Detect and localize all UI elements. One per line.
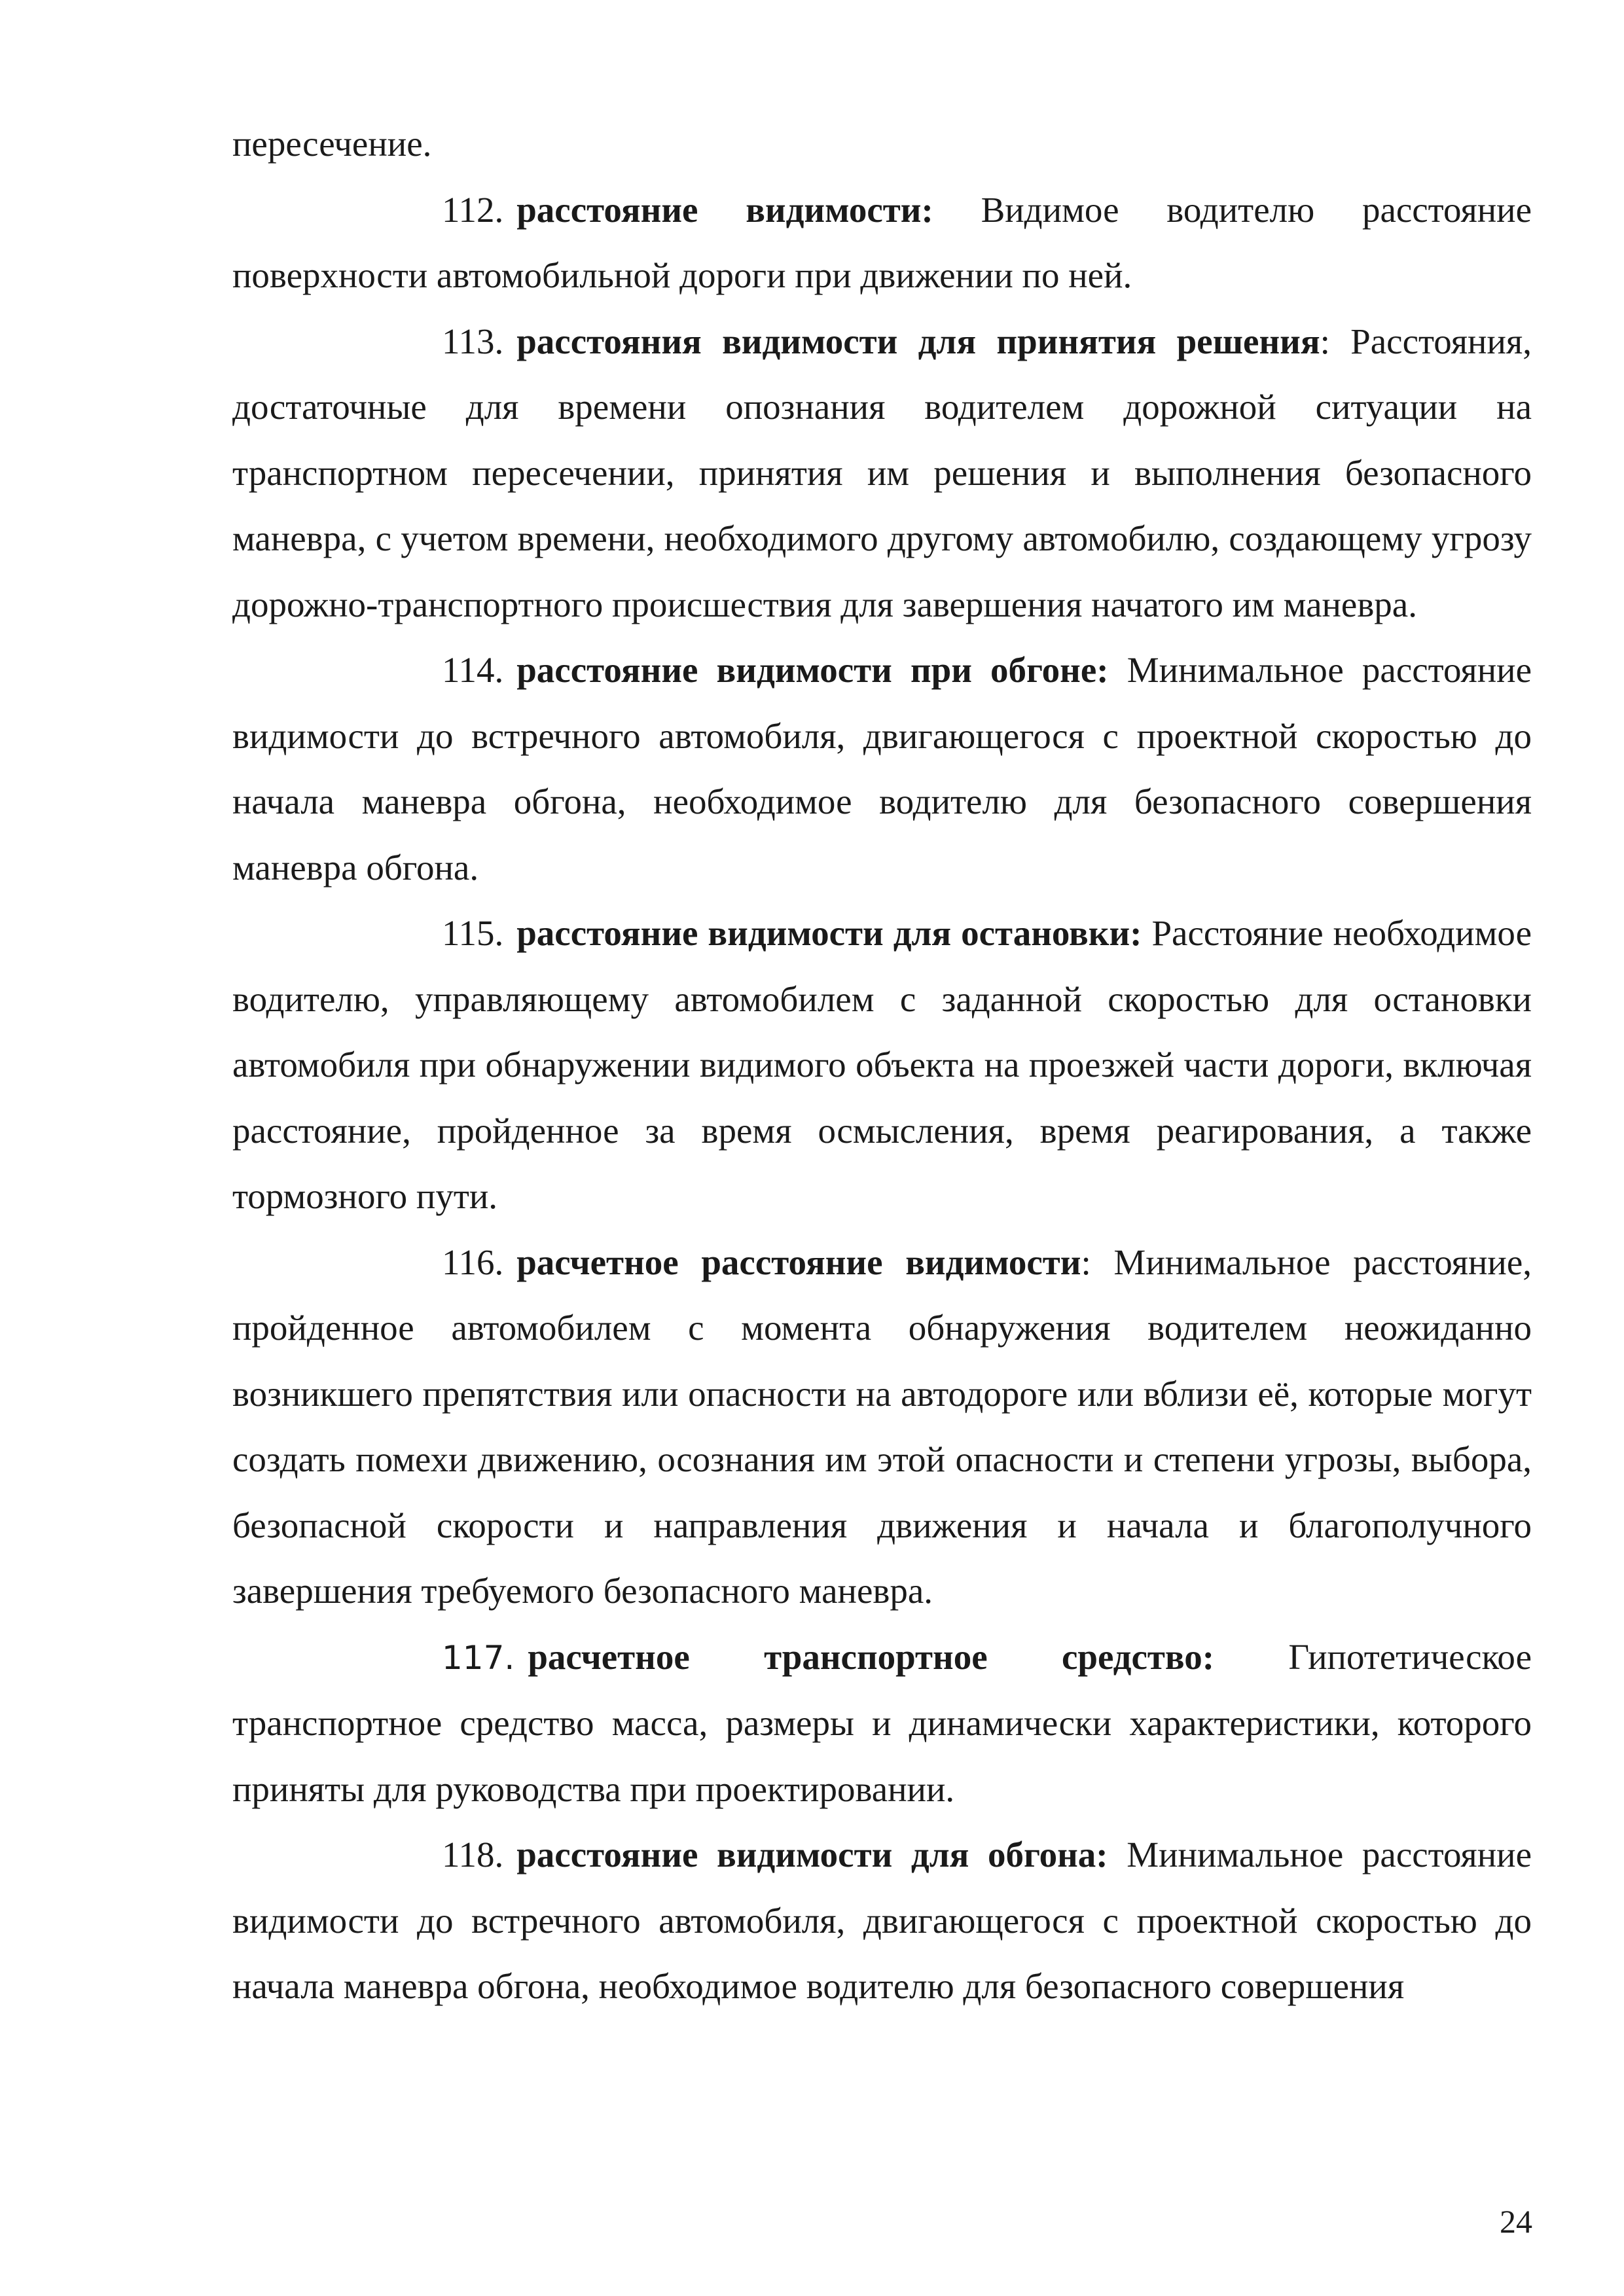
document-page — [232, 111, 1532, 2020]
definition-item-116 — [232, 1230, 1532, 1624]
definition-item-118 — [232, 1822, 1532, 2020]
item-term: расстояние видимости при обгоне: — [516, 650, 1109, 690]
item-definition: : Расстояния, достаточные для времени опознания водителем дорожной ситуации на транспортном пересечении, принятия им решения и выполнения безопасного маневра, с учетом времени, необходимого другому автомобилю, создающему угрозу дорожно-транспортного происшествия для завершения начатого им маневра. — [232, 321, 1532, 624]
item-number: 114. — [442, 650, 504, 690]
item-number: 115. — [442, 913, 504, 953]
item-definition: Гипотетическое транспортное средство масса, размеры и динамически характеристики, которого приняты для руководства при проектировании. — [232, 1636, 1532, 1809]
item-number: 117. — [442, 1638, 515, 1677]
item-definition: Расстояние необходимое водителю, управляющему автомобилем с заданной скоростью для остановки автомобиля при обнаружении видимого объекта на проезжей части дороги, включая расстояние, пройденное за время осмысления, время реагирования, а также тормозного пути. — [232, 913, 1532, 1216]
item-term: расстояние видимости для остановки: — [516, 913, 1142, 953]
page-number: 24 — [1500, 2203, 1532, 2240]
item-definition: Минимальное расстояние видимости до встречного автомобиля, двигающегося с проектной скоростью до начала маневра обгона, необходимое водителю для безопасного совершения маневра обгона. — [232, 650, 1532, 888]
item-definition: Видимое водителю расстояние поверхности автомобильной дороги при движении по ней. — [232, 189, 1532, 295]
item-term: расстояния видимости для принятия решения — [516, 321, 1320, 361]
definition-item-117 — [232, 1624, 1532, 1823]
item-number: 113. — [442, 321, 504, 361]
item-term: расчетное расстояние видимости — [516, 1242, 1081, 1282]
item-term: расстояние видимости для обгона: — [516, 1835, 1108, 1874]
item-term: расчетное транспортное средство: — [528, 1636, 1215, 1677]
item-number: 116. — [442, 1242, 504, 1282]
item-number: 112. — [442, 189, 504, 230]
definition-item-115 — [232, 901, 1532, 1230]
definition-item-114 — [232, 637, 1532, 901]
lead-paragraph: пересечение. — [232, 124, 432, 164]
definition-item-113 — [232, 309, 1532, 638]
item-term: расстояние видимости: — [516, 189, 933, 230]
definition-item-112 — [232, 177, 1532, 309]
item-definition: Минимальное расстояние видимости до встречного автомобиля, двигающегося с проектной скоростью до начала маневра обгона, необходимое водителю для безопасного совершения — [232, 1835, 1532, 2006]
item-number: 118. — [442, 1835, 504, 1874]
item-definition: : Минимальное расстояние, пройденное автомобилем с момента обнаружения водителем неожиданно возникшего препятствия или опасности на автодороге или вблизи её, которые могут создать помехи движению, осознания им этой опасности и степени угрозы, выбора, безопасной скорости и направления движения и начала и благополучного завершения требуемого безопасного маневра. — [232, 1242, 1532, 1611]
